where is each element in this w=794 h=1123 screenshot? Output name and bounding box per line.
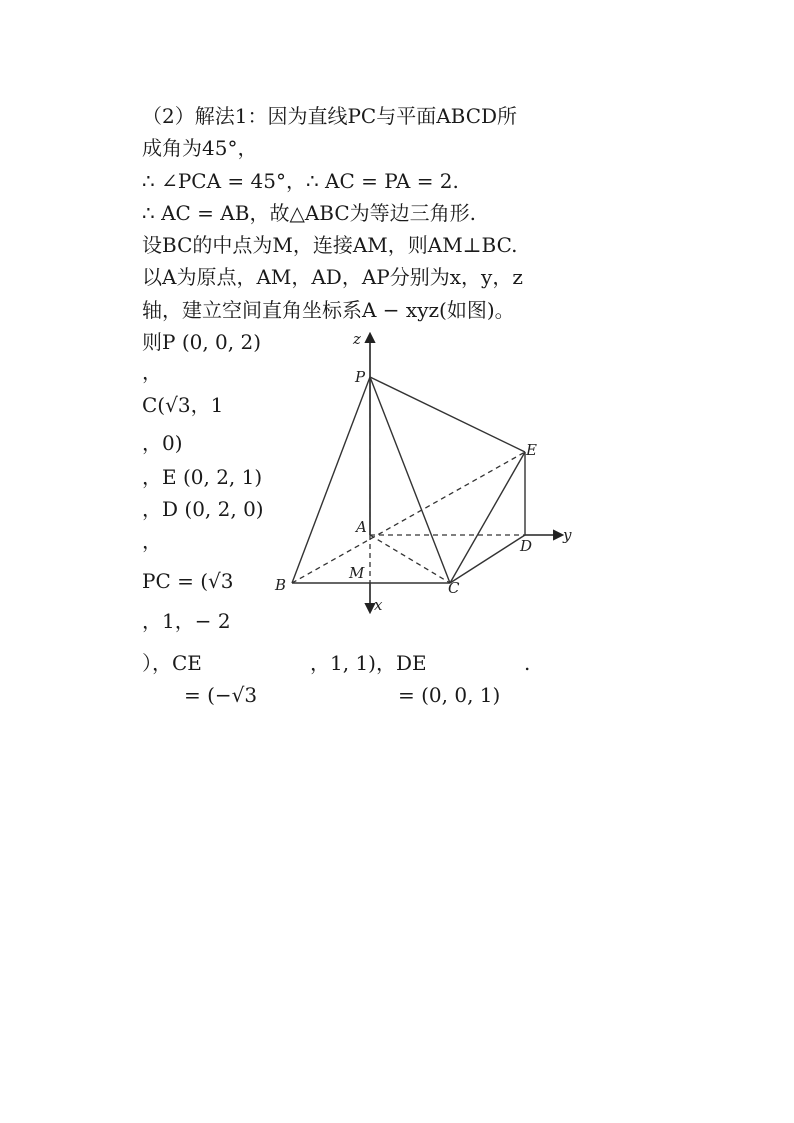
text-frag-comma-2: ， bbox=[142, 529, 162, 553]
text-frag-CE-value: = (−√3 bbox=[184, 683, 258, 707]
label-y: y bbox=[563, 526, 572, 544]
text-frag-E: ，E (0, 2, 1) bbox=[142, 465, 263, 489]
text-frag-D: ，D (0, 2, 0) bbox=[142, 497, 264, 521]
text-frag-comma-1: ， bbox=[142, 360, 162, 384]
edge-CE bbox=[450, 452, 525, 583]
label-x: x bbox=[374, 596, 383, 614]
edge-BE bbox=[292, 452, 525, 583]
text-frag-CE: ），CE bbox=[142, 651, 202, 675]
edge-CD bbox=[450, 535, 525, 583]
label-z: z bbox=[353, 330, 361, 348]
label-E: E bbox=[526, 441, 537, 459]
text-frag-DE-value: = (0, 0, 1) bbox=[398, 683, 501, 707]
label-A: A bbox=[356, 518, 367, 536]
text-line-8: 则P (0, 0, 2) bbox=[142, 330, 262, 354]
text-frag-PC-end: ，1，− 2 bbox=[142, 609, 231, 633]
label-C: C bbox=[448, 579, 460, 597]
text-line-4: ∴ AC = AB，故△ABC为等边三角形. bbox=[142, 201, 476, 225]
text-line-6: 以A为原点，AM，AD，AP分别为x，y，z bbox=[142, 265, 523, 289]
label-D: D bbox=[520, 537, 533, 555]
text-line-7: 轴，建立空间直角坐标系A − xyz(如图)。 bbox=[142, 298, 515, 322]
label-P: P bbox=[355, 368, 366, 386]
text-line-1: （2）解法1：因为直线PC与平面ABCD所 bbox=[142, 104, 518, 128]
edge-PC bbox=[370, 377, 450, 583]
text-frag-period: . bbox=[524, 651, 531, 675]
edge-PE bbox=[370, 377, 525, 452]
text-frag-C-end: ，0) bbox=[142, 431, 183, 455]
text-line-5: 设BC的中点为M，连接AM，则AM⊥BC. bbox=[142, 233, 518, 257]
text-frag-DE: ，1, 1)，DE bbox=[310, 651, 427, 675]
text-line-2: 成角为45°， bbox=[142, 136, 258, 160]
text-line-3: ∴ ∠PCA = 45°，∴ AC = PA = 2. bbox=[142, 169, 459, 193]
edge-AC bbox=[370, 535, 450, 583]
label-B: B bbox=[275, 576, 287, 594]
label-M: M bbox=[349, 564, 365, 582]
text-frag-C: C(√3，1 bbox=[142, 393, 224, 417]
edge-PB bbox=[292, 377, 370, 583]
text-frag-PC: PC = (√3 bbox=[142, 569, 234, 593]
